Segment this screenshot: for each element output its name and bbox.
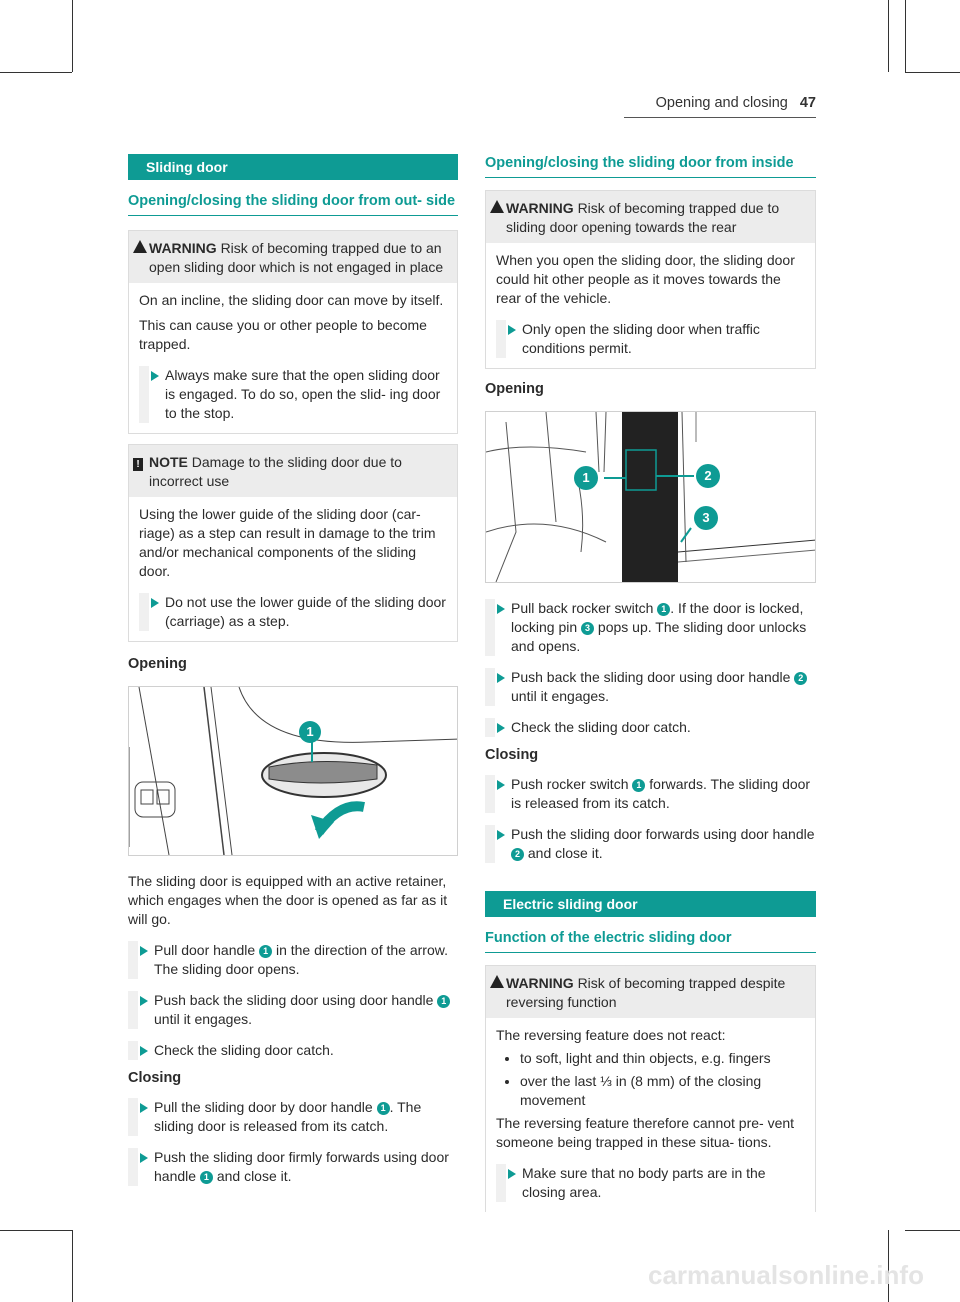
callout-marker: 1 [657, 603, 670, 616]
subsection-title: Opening/closing the sliding door from inside [485, 154, 816, 178]
header-section: Opening and closing [655, 95, 788, 111]
instruction-step: Push the sliding door firmly forwards using door handle 1 and close it. [128, 1148, 458, 1186]
figure-callout: 3 [694, 506, 718, 530]
instruction-step: Pull the sliding door by door handle 1 . The sliding door is released from its catch. [128, 1098, 458, 1136]
step-arrow-icon [497, 780, 505, 790]
section-title: Sliding door [128, 154, 458, 180]
step-arrow-icon [140, 946, 148, 956]
warning-box [128, 230, 458, 434]
note-body [129, 497, 457, 641]
instruction-step: Push back the sliding door using door handle 1 until it engages. [128, 991, 458, 1029]
callout-marker: 3 [581, 622, 594, 635]
callout-marker: 1 [200, 1171, 213, 1184]
instruction-step [496, 1164, 805, 1202]
warning-icon [490, 199, 502, 217]
warning-icon [490, 974, 502, 992]
callout-marker: 2 [511, 848, 524, 861]
crop-mark [0, 1230, 72, 1231]
warning-header [486, 191, 815, 243]
interior-switch-figure [485, 411, 816, 583]
list-item: • to soft, light and thin objects, e.g. fingers [520, 1049, 805, 1068]
warning-label: WARNING [149, 240, 217, 256]
subsection-title: Opening/closing the sliding door from out- side [128, 192, 458, 216]
figure-callout: 1 [574, 466, 598, 490]
crop-mark [72, 1230, 73, 1302]
opening-heading: Opening [128, 656, 187, 672]
list-item: • over the last ⅓ in (8 mm) of the closing movement [520, 1072, 805, 1110]
step-text: Always make sure that the open sliding door is engaged. To do so, open the slid- ing door to the stop. [165, 367, 441, 421]
figure-callout: 2 [696, 464, 720, 488]
warning-box [485, 965, 816, 1212]
intro-text: The sliding door is equipped with an active retainer, which engages when the door is opened as far as it will go. [128, 873, 448, 927]
warning-header [486, 966, 815, 1018]
step-arrow-icon [140, 1103, 148, 1113]
note-icon: ! [133, 453, 145, 471]
warning-text: The reversing feature therefore cannot pre- vent someone being trapped in these situa- tions. [496, 1115, 795, 1150]
note-label: NOTE [149, 454, 188, 470]
callout-marker: 1 [437, 995, 450, 1008]
warning-text: When you open the sliding door, the sliding door could hit other people as it moves towards the rear of the vehicle. [496, 252, 795, 306]
step-arrow-icon [497, 723, 505, 733]
warning-body [486, 1018, 815, 1212]
instruction-step: Push back the sliding door using door handle 2 until it engages. [485, 668, 816, 706]
warning-label: WARNING [506, 975, 574, 991]
note-text: Using the lower guide of the sliding door (car- riage) as a step can result in damage to the trim and/or mechanical components of the sliding door. [139, 506, 436, 579]
instruction-step: Check the sliding door catch. [485, 718, 816, 737]
step-arrow-icon [151, 371, 159, 381]
crop-mark [905, 1230, 960, 1231]
step-arrow-icon [140, 1153, 148, 1163]
watermark: carmanualsonline.info [648, 1260, 924, 1290]
note-box [128, 444, 458, 642]
crop-mark [888, 0, 889, 72]
instruction-step [139, 593, 447, 631]
instruction-step: Push the sliding door forwards using door handle 2 and close it. [485, 825, 816, 863]
callout-marker: 1 [632, 779, 645, 792]
step-arrow-icon [140, 1046, 148, 1056]
step-arrow-icon [497, 830, 505, 840]
callout-marker: 1 [377, 1102, 390, 1115]
opening-heading: Opening [485, 381, 544, 397]
subsection-title: Function of the electric sliding door [485, 929, 816, 953]
crop-mark [905, 0, 906, 72]
step-arrow-icon [151, 598, 159, 608]
step-arrow-icon [140, 996, 148, 1006]
door-handle-figure [128, 686, 458, 856]
step-arrow-icon [508, 1169, 516, 1179]
left-column [128, 0, 458, 1186]
instruction-step: Check the sliding door catch. [128, 1041, 458, 1060]
instruction-step: Pull back rocker switch 1 . If the door is locked, locking pin 3 pops up. The sliding door unlocks and opens. [485, 599, 816, 656]
warning-box [485, 190, 816, 369]
note-header [129, 445, 457, 497]
section-title: Electric sliding door [485, 891, 816, 917]
interior-door-illustration [486, 412, 816, 582]
step-arrow-icon [497, 673, 505, 683]
warning-text: On an incline, the sliding door can move by itself. [139, 292, 444, 308]
warning-text: This can cause you or other people to become trapped. [139, 317, 427, 352]
warning-icon [133, 239, 145, 257]
crop-mark [905, 72, 960, 73]
closing-heading: Closing [128, 1070, 182, 1086]
warning-title: Risk of becoming trapped due to sliding door opening towards the rear [506, 200, 780, 235]
door-handle-illustration [129, 687, 458, 855]
right-column [485, 0, 816, 1212]
warning-body [486, 243, 815, 368]
crop-mark [72, 0, 73, 72]
instruction-step [139, 366, 447, 423]
step-arrow-icon [497, 604, 505, 614]
instruction-step [496, 320, 805, 358]
step-text: Only open the sliding door when traffic conditions permit. [522, 321, 760, 356]
figure-callout: 1 [299, 721, 321, 743]
warning-body [129, 283, 457, 433]
warning-label: WARNING [506, 200, 574, 216]
warning-text: The reversing feature does not react: [496, 1027, 726, 1043]
warning-title: Risk of becoming trapped despite reversing function [506, 975, 786, 1010]
closing-heading: Closing [485, 747, 539, 763]
crop-mark [0, 72, 72, 73]
step-arrow-icon [508, 325, 516, 335]
step-text: Do not use the lower guide of the sliding door (carriage) as a step. [165, 594, 446, 629]
callout-marker: 2 [794, 672, 807, 685]
warning-header [129, 231, 457, 283]
callout-marker: 1 [259, 945, 272, 958]
note-title: Damage to the sliding door due to incorrect use [149, 454, 402, 489]
page-number: 47 [799, 95, 816, 111]
warning-title: Risk of becoming trapped due to an open sliding door which is not engaged in place [149, 240, 444, 275]
bullet-list [496, 1049, 805, 1110]
instruction-step: Push rocker switch 1 forwards. The sliding door is released from its catch. [485, 775, 816, 813]
instruction-step: Pull door handle 1 in the direction of the arrow. The sliding door opens. [128, 941, 458, 979]
step-text: Make sure that no body parts are in the closing area. [522, 1165, 766, 1200]
